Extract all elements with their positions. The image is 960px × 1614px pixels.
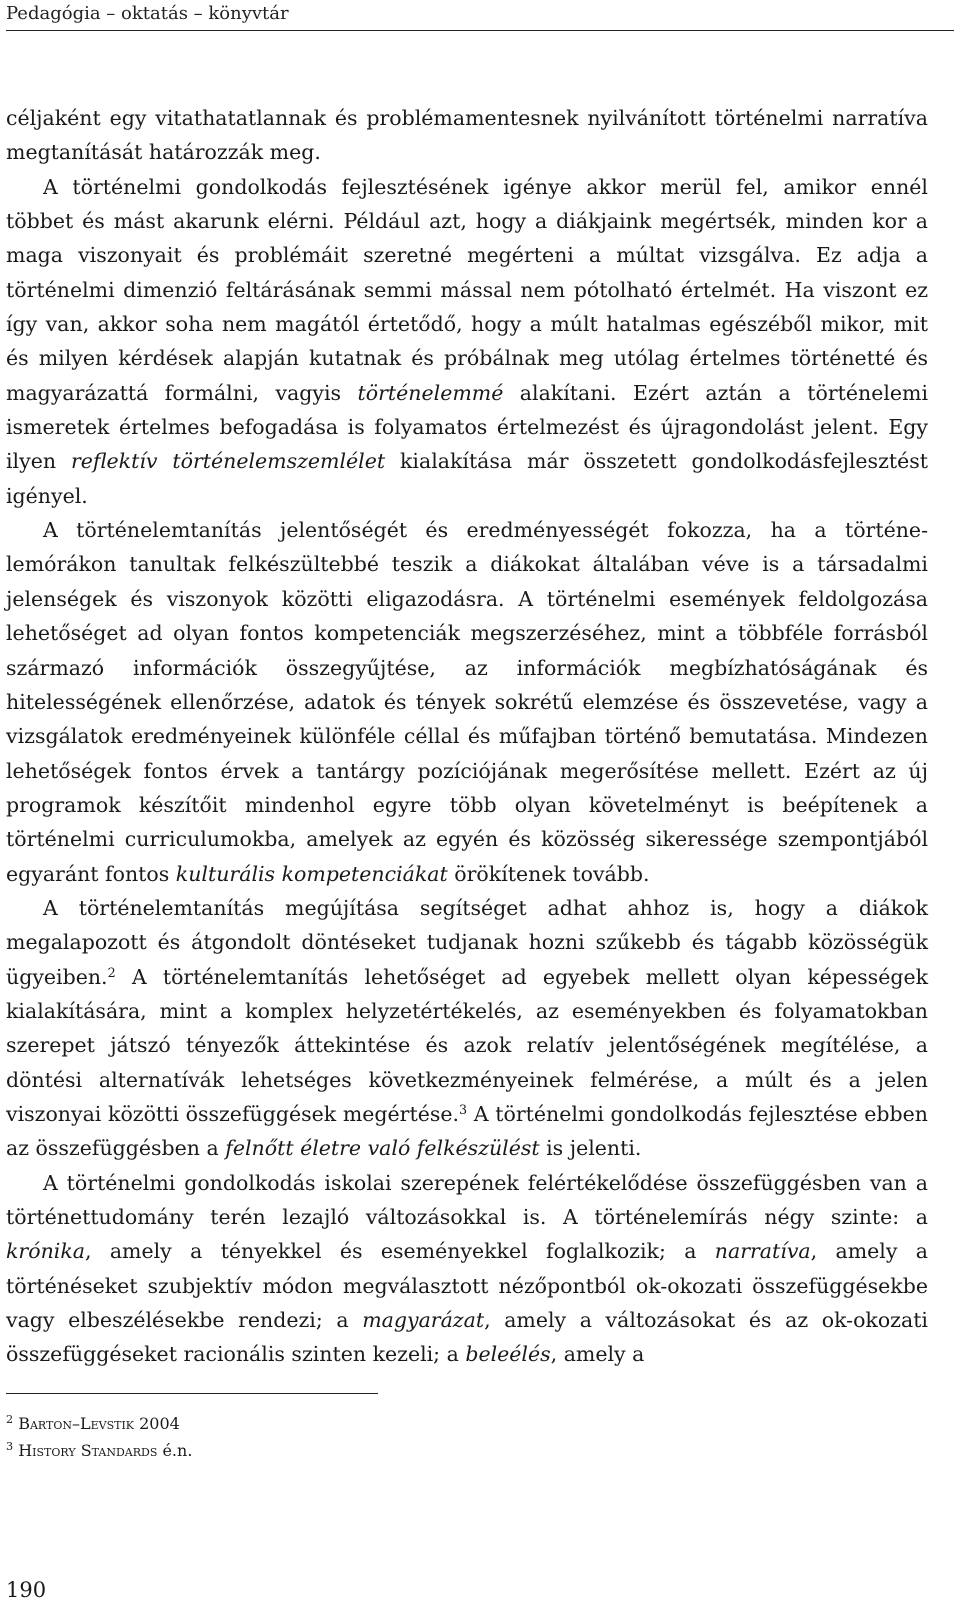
text-run: A történelemtanítás jelentőségét és eredményességét fokozza, ha a történelemórákon tanultak felkészültebbé teszik a diákokat általában véve is a társadalmi jelenségek és viszonyok közötti eligazodásra. A történelmi események feldolgozása lehetőséget ad olyan fontos kompetenciák megszerzéséhez, mint a többféle forrásból származó információk összegyűjtése, az információk megbízhatóságának és hitelességének ellenőrzése, adatok és tények sokrétű elemzése és összevetése, vagy a vizsgálatok eredményeinek különféle céllal és műfajban történő bemutatása. Mindezen lehetőségek fontos érvek a tantárgy pozíciójának megerősítése mellett. Ezért az új programok készítőit mindenhol egyre több olyan követelményt is beépítenek a történelmi curriculumokba, amelyek az egyén és közösség sikeressége szempontjából egyaránt fontos bbox=[6, 518, 928, 886]
body-text bbox=[6, 101, 928, 1372]
running-title: Pedagógia – oktatás – könyvtár bbox=[6, 3, 289, 24]
italic-term: magyarázat bbox=[362, 1308, 485, 1333]
footnote-ref: 2 bbox=[107, 964, 116, 980]
text-run: örökítenek tovább. bbox=[447, 861, 650, 886]
text-run: is jelenti. bbox=[539, 1136, 642, 1161]
footnote-ref: 3 bbox=[459, 1101, 468, 1117]
footnote-rule bbox=[6, 1393, 378, 1394]
text-run: céljaként egy vitathatatlannak és problémamentesnek nyilvánított történelmi narratíva megtanítását határozzák meg. bbox=[6, 106, 928, 165]
footnote-mark: 2 bbox=[6, 1412, 14, 1426]
text-run: , amely a tényekkel és eseményekkel foglalkozik; a bbox=[84, 1239, 715, 1264]
footnote-source: 2004 bbox=[134, 1414, 180, 1433]
footnote-author: Barton–Levstik bbox=[18, 1414, 135, 1433]
paragraph-2 bbox=[6, 513, 928, 891]
footnote-2 bbox=[6, 1410, 906, 1437]
text-run: , amely a változásokat és az ok-okozati összefüggéseket racionális szinten kezeli; a bbox=[6, 1308, 928, 1367]
paragraph-1 bbox=[6, 170, 928, 513]
footnote-source: é.n. bbox=[157, 1441, 193, 1460]
italic-term: krónika bbox=[6, 1239, 85, 1264]
text-run: A történelmi gondolkodás fejlesztése ebben az összefüggésben a bbox=[6, 1101, 928, 1161]
text-run: A történelemtanítás megújítása segítséget adhat ahhoz is, hogy a diákok megalapozott és átgondolt döntéseket tudjanak hozni szűkebb és tágabb közösségük ügyeiben. bbox=[6, 895, 928, 989]
footnotes bbox=[6, 1410, 906, 1464]
italic-term: reflektív történelemszemlélet bbox=[70, 449, 386, 474]
footnote-mark: 3 bbox=[6, 1439, 14, 1453]
footnote-3 bbox=[6, 1437, 906, 1464]
italic-term: kulturális kompetenciákat bbox=[175, 861, 448, 886]
running-head bbox=[6, 0, 954, 31]
text-run: A történelmi gondolkodás fejlesztésének igénye akkor merül fel, amikor ennél többet és mást akarunk elérni. Például azt, hogy a diákjaink megértsék, minden kor a maga viszonyait és problémáit szeretné megérteni a múltat vizsgálva. Ez adja a történelmi dimenzió feltárásának semmi mással nem pótolható értelmét. Ha viszont ez így van, akkor soha nem magától értetődő, hogy a múlt hatalmas egészéből mikor, mit és milyen kérdések alapján kutatnak és próbálnak meg utólag értelmes történetté és magyarázattá formálni, vagyis bbox=[6, 174, 928, 405]
page-number: 190 bbox=[6, 1578, 47, 1602]
italic-term: beleélés bbox=[465, 1342, 551, 1367]
italic-term: történelemmé bbox=[357, 380, 504, 405]
paragraph-0 bbox=[6, 101, 928, 170]
text-run: A történelmi gondolkodás iskolai szerepének felértékelődése összefüggésben van a történettudomány terén lezajló változásokkal is. A történelemírás négy szinte: a bbox=[6, 1170, 928, 1229]
text-run: , amely a bbox=[550, 1342, 645, 1367]
text-run: alakítani. Ezért aztán a történelemi ismeretek értelmes befogadása is folyamatos értelmezést és újragondolást jelent. Egy ilyen bbox=[6, 380, 929, 474]
paragraph-3 bbox=[6, 891, 928, 1166]
text-run: kialakítása már összetett gondolkodásfejlesztést igényel. bbox=[6, 449, 928, 508]
italic-term: narratíva bbox=[714, 1239, 811, 1264]
italic-term: felnőtt életre való felkészülést bbox=[225, 1136, 540, 1161]
text-run: , amely a történéseket szubjektív módon megválasztott nézőpontból ok-okozati összefüggésekbe vagy elbeszélésekbe rendezi; a bbox=[6, 1239, 928, 1333]
footnote-author: History Standards bbox=[18, 1441, 158, 1460]
text-run: A történelemtanítás lehetőséget ad egyebek mellett olyan képességek kialakítására, mint a komplex helyzetértékelés, az eseményekben és folyamatokban szerepet játszó tényezők áttekintése és azok relatív jelentőségének megítélése, a döntési alternatívák lehetséges következményeinek felmérése, a múlt és a jelen viszonyai közötti összefüggések megértése. bbox=[6, 964, 928, 1126]
paragraph-4 bbox=[6, 1166, 928, 1372]
